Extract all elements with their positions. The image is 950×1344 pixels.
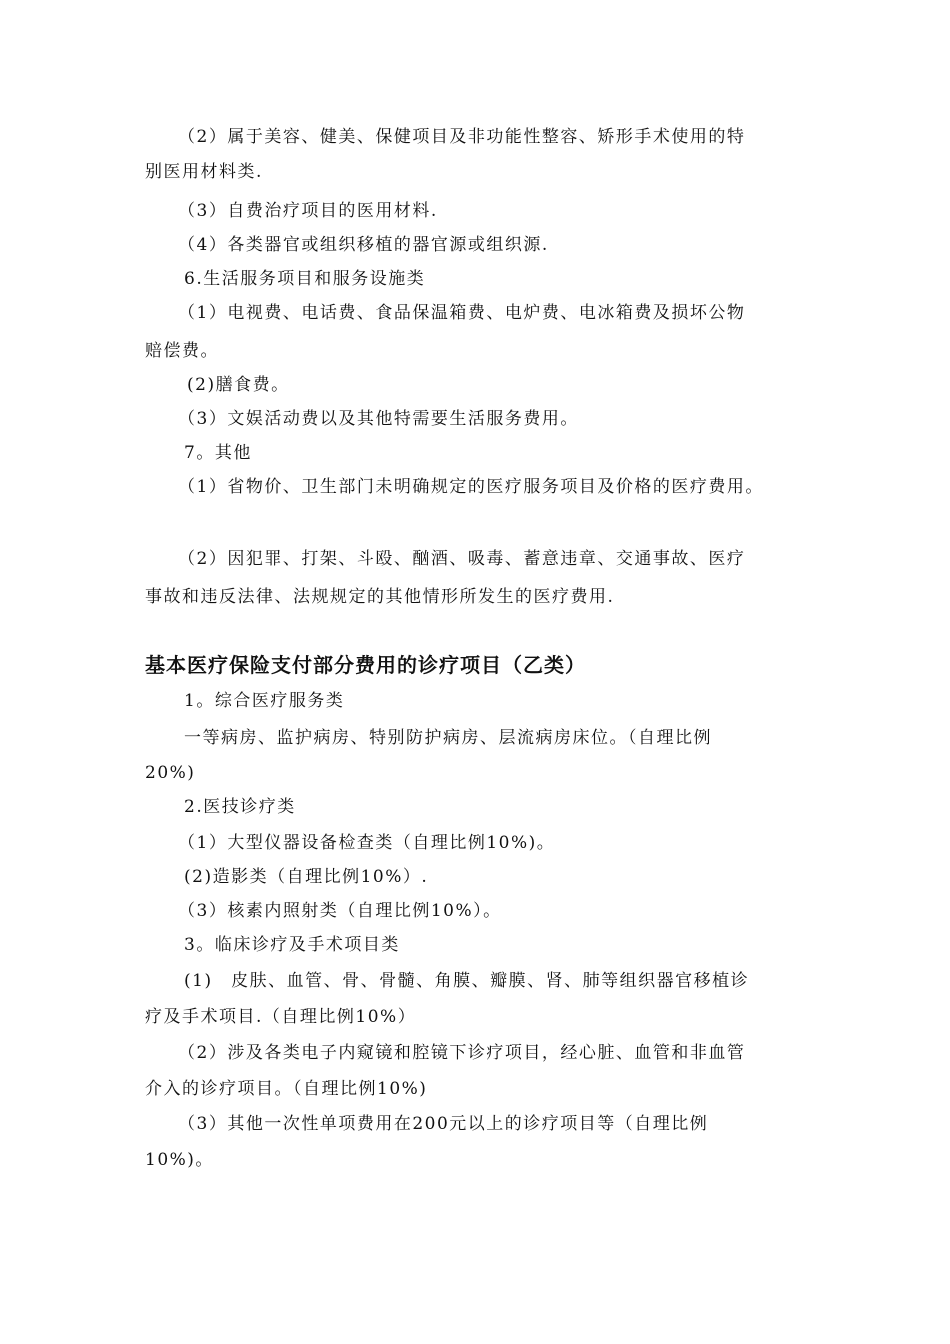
paragraph-line: 10%)。	[145, 1150, 214, 1170]
section-subheading: 7。其他	[184, 443, 252, 463]
paragraph-line: （1）电视费、电话费、食品保温箱费、电炉费、电冰箱费及损坏公物	[178, 303, 746, 323]
paragraph-line: 别医用材料类.	[145, 162, 263, 182]
paragraph-line: （4）各类器官或组织移植的器官源或组织源.	[178, 235, 549, 255]
paragraph-line: （3）文娱活动费以及其他特需要生活服务费用。	[178, 409, 579, 429]
paragraph-line: （3）其他一次性单项费用在200元以上的诊疗项目等（自理比例	[178, 1114, 709, 1134]
paragraph-line: （1）省物价、卫生部门未明确规定的医疗服务项目及价格的医疗费用。	[178, 477, 764, 497]
paragraph-line: 介入的诊疗项目。（自理比例10%)	[145, 1079, 428, 1099]
section-subheading: 1。综合医疗服务类	[184, 691, 345, 711]
paragraph-line: 赔偿费。	[145, 341, 219, 361]
paragraph-line: （3）核素内照射类（自理比例10%）。	[178, 901, 502, 921]
paragraph-line: 20%)	[145, 763, 196, 783]
paragraph-line: （2）属于美容、健美、保健项目及非功能性整容、矫形手术使用的特	[178, 127, 746, 147]
section-title: 基本医疗保险支付部分费用的诊疗项目（乙类）	[145, 653, 586, 677]
paragraph-line: 事故和违反法律、法规规定的其他情形所发生的医疗费用.	[145, 587, 615, 607]
section-subheading: 2.医技诊疗类	[184, 797, 296, 817]
paragraph-line: (2)膳食费。	[187, 375, 290, 395]
section-subheading: 3。临床诊疗及手术项目类	[184, 935, 400, 955]
paragraph-line: （2）因犯罪、打架、斗殴、酗酒、吸毒、蓄意违章、交通事故、医疗	[178, 549, 746, 569]
paragraph-line: (1) 皮肤、血管、骨、骨髓、角膜、瓣膜、肾、肺等组织器官移植诊	[184, 971, 750, 991]
paragraph-line: （1）大型仪器设备检查类（自理比例10%)。	[178, 833, 556, 853]
paragraph-line: （3）自费治疗项目的医用材料.	[178, 201, 438, 221]
section-subheading: 6.生活服务项目和服务设施类	[184, 269, 426, 289]
paragraph-line: (2)造影类（自理比例10%）.	[184, 867, 429, 887]
paragraph-line: 疗及手术项目.（自理比例10%）	[145, 1007, 417, 1027]
paragraph-line: （2）涉及各类电子内窥镜和腔镜下诊疗项目，经心脏、血管和非血管	[178, 1043, 746, 1063]
paragraph-line: 一等病房、监护病房、特别防护病房、层流病房床位。（自理比例	[184, 728, 712, 748]
